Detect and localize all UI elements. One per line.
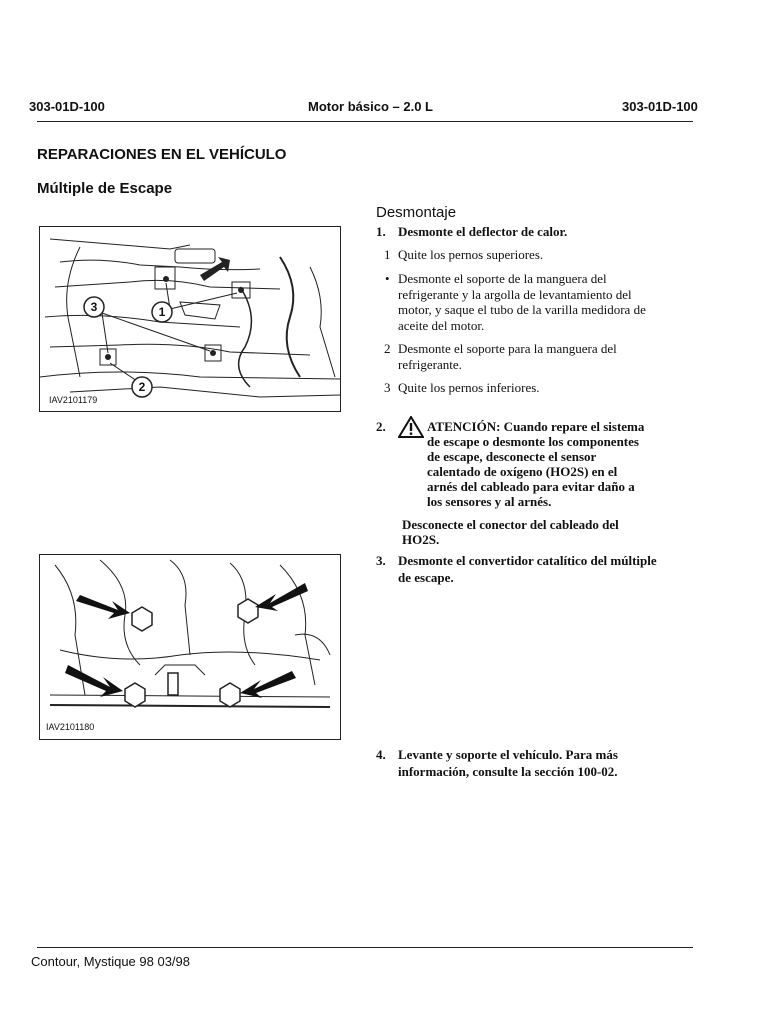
step-2-line-2: de escape o desmonte los componentes bbox=[427, 434, 639, 449]
step-2-number: 2. bbox=[376, 419, 386, 434]
step-4-line-2: información, consulte la sección 100-02. bbox=[398, 764, 618, 779]
procedure-title: Desmontaje bbox=[376, 204, 457, 221]
warning-icon bbox=[398, 416, 424, 438]
footer-text: Contour, Mystique 98 03/98 bbox=[31, 954, 190, 969]
substep-2-line-1: Desmonte el soporte para la manguera del bbox=[398, 341, 617, 356]
step-2-line-1: ATENCIÓN: Cuando repare el sistema bbox=[427, 419, 645, 434]
figure-id-2: IAV2101180 bbox=[46, 722, 95, 732]
callout-2: 2 bbox=[138, 380, 146, 394]
step-2-line-6: los sensores y al arnés. bbox=[427, 494, 552, 509]
bullet-marker: • bbox=[385, 271, 390, 286]
bullet-line-3: motor, y saque el tubo de la varilla medidora de bbox=[398, 302, 646, 317]
step-2-line-3: de escape, desconecte el sensor bbox=[427, 449, 597, 464]
step-1-number: 1. bbox=[376, 224, 386, 239]
step-2-line-4: calentado de oxígeno (HO2S) en el bbox=[427, 464, 618, 479]
header-rule bbox=[37, 121, 693, 122]
step-2-note-line-2: HO2S. bbox=[402, 532, 440, 547]
step-4-number: 4. bbox=[376, 747, 386, 762]
subsection-title: Múltiple de Escape bbox=[37, 180, 173, 197]
engine-illustration-1 bbox=[40, 227, 340, 411]
substep-1-number: 1 bbox=[384, 247, 391, 262]
section-title: REPARACIONES EN EL VEHÍCULO bbox=[37, 146, 287, 163]
step-2-note-line-1: Desconecte el conector del cableado del bbox=[402, 517, 619, 532]
figure-catalytic-converter bbox=[39, 554, 341, 740]
step-1-text: Desmonte el deflector de calor. bbox=[398, 224, 568, 239]
footer-rule bbox=[37, 947, 693, 948]
header-center: Motor básico – 2.0 L bbox=[308, 99, 433, 114]
substep-1-text: Quite los pernos superiores. bbox=[398, 247, 544, 262]
bullet-line-1: Desmonte el soporte de la manguera del bbox=[398, 271, 607, 286]
engine-illustration-2 bbox=[40, 555, 340, 739]
figure-id-1: IAV2101179 bbox=[49, 395, 98, 405]
step-2-line-5: arnés del cableado para evitar daño a bbox=[427, 479, 635, 494]
step-3-line-1: Desmonte el convertidor catalítico del múltiple bbox=[398, 553, 657, 568]
header-right: 303-01D-100 bbox=[622, 99, 698, 114]
figure-heat-shield bbox=[39, 226, 341, 412]
substep-3-text: Quite los pernos inferiores. bbox=[398, 380, 540, 395]
bullet-line-2: refrigerante y la argolla de levantamiento del bbox=[398, 286, 632, 302]
step-4-line-1: Levante y soporte el vehículo. Para más bbox=[398, 747, 618, 762]
substep-2-line-2: refrigerante. bbox=[398, 356, 462, 372]
substep-3-number: 3 bbox=[384, 380, 391, 395]
step-3-line-2: de escape. bbox=[398, 570, 454, 585]
bullet-line-4: aceite del motor. bbox=[398, 317, 485, 333]
substep-2-number: 2 bbox=[384, 341, 391, 356]
callout-1: 1 bbox=[158, 305, 166, 319]
callout-3: 3 bbox=[90, 300, 98, 314]
step-3-number: 3. bbox=[376, 553, 386, 568]
header-left: 303-01D-100 bbox=[29, 99, 105, 114]
